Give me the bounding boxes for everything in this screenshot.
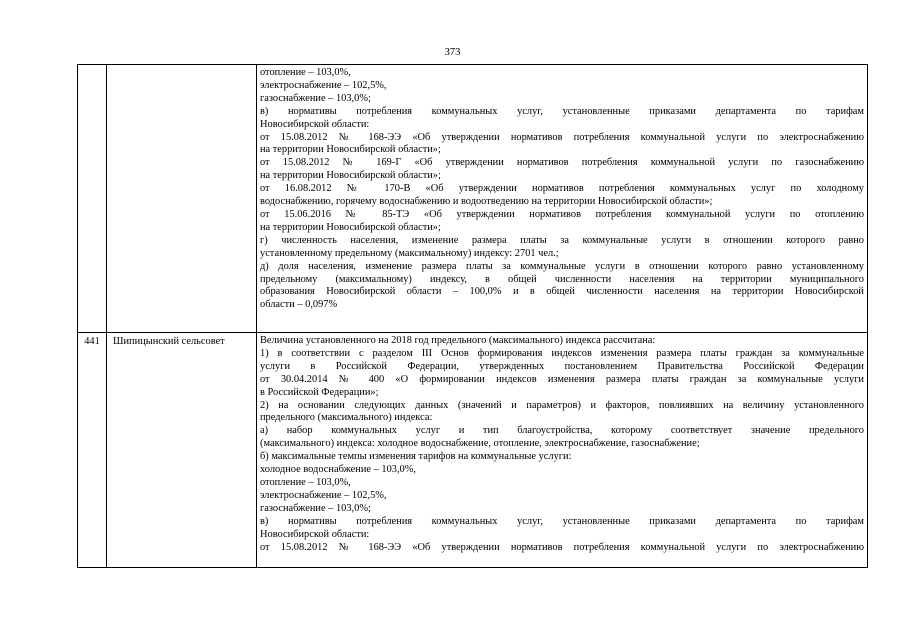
text-line: Величина установленного на 2018 год предельного (максимального) индекса рассчитана: xyxy=(260,335,656,346)
municipality-name-cell xyxy=(107,65,257,333)
text-line: Новосибирской области: xyxy=(260,118,370,130)
text-line: от 15.08.2012 № 168-ЭЭ «Об утверждении нормативов потребления коммунальной услуги по электроснабжению xyxy=(260,131,864,143)
text-line: установленному предельному (максимальному) индексу: 2701 чел.; xyxy=(260,247,559,259)
text-line: г) численность населения, изменение размера платы за коммунальные услуги в отношении которого равно xyxy=(260,234,864,246)
row-number-cell xyxy=(78,65,107,333)
text-line: образования Новосибирской области – 100,0% и в общей численности населения на территории Новосибирской xyxy=(260,286,864,298)
text-line: в) нормативы потребления коммунальных услуг, установленные приказами департамента по тарифам xyxy=(260,515,864,527)
text-line: водоснабжению, горячему водоснабжению и водоотведению на территории Новосибирской области»; xyxy=(260,196,713,208)
text-line: газоснабжение – 103,0%; xyxy=(260,92,371,104)
text-line: на территории Новосибирской области»; xyxy=(260,170,441,182)
text-line: на территории Новосибирской области»; xyxy=(260,144,441,156)
text-line: газоснабжение – 103,0%; xyxy=(260,502,371,514)
text-line: в Российской Федерации»; xyxy=(260,386,379,398)
text-line: (максимального) индекса: холодное водоснабжение, отопление, электроснабжение, газоснабжение; xyxy=(260,438,700,450)
text-line: от 15.08.2012 № 169-Г «Об утверждении нормативов потребления коммунальной услуги по газоснабжению xyxy=(260,157,864,169)
text-line: холодное водоснабжение – 103,0%, xyxy=(260,464,417,476)
text-line: д) доля населения, изменение размера платы за коммунальные услуги в отношении которого равно установленному xyxy=(260,260,864,272)
text-line: услуги в Российской Федерации, утвержденных постановлением Правительства Российской Федерации xyxy=(260,360,864,372)
table-row xyxy=(78,333,868,568)
text-line: в) нормативы потребления коммунальных услуг, установленные приказами департамента по тарифам xyxy=(260,105,864,117)
description-cell xyxy=(257,65,868,333)
text-line: от 30.04.2014 № 400 «О формировании индексов изменения размера платы граждан за коммунальные услуги xyxy=(260,373,864,385)
text-line: от 15.08.2012 № 168-ЭЭ «Об утверждении нормативов потребления коммунальной услуги по электроснабжению xyxy=(260,541,864,553)
text-line: 1) в соответствии с разделом III Основ формирования индексов изменения размера платы граждан за коммунальные xyxy=(260,347,864,359)
text-line: Новосибирской области: xyxy=(260,528,370,540)
text-line: на территории Новосибирской области»; xyxy=(260,221,441,233)
text-line: области – 0,097% xyxy=(260,299,338,311)
page-number: 373 xyxy=(444,47,461,58)
text-line: предельного (максимального) индекса: xyxy=(260,412,433,424)
text-line: отопление – 103,0%, xyxy=(260,67,351,78)
row-number-cell: 441 xyxy=(78,333,107,568)
description-cell xyxy=(257,333,868,568)
text-line: 2) на основании следующих данных (значений и параметров) и факторов, повлиявших на величину установленного xyxy=(260,399,864,411)
text-line: электроснабжение – 102,5%, xyxy=(260,489,387,501)
text-line: электроснабжение – 102,5%, xyxy=(260,79,387,91)
text-line: отопление – 103,0%, xyxy=(260,476,351,488)
municipality-name-cell: Шипицынский сельсовет xyxy=(107,333,257,568)
index-table xyxy=(77,64,868,568)
text-line: от 16.08.2012 № 170-В «Об утверждении нормативов потребления коммунальных услуг по холодному xyxy=(260,183,864,195)
table-row xyxy=(78,65,868,333)
text-line: предельному (максимальному) индексу, в общей численности населения на территории муниципального xyxy=(260,273,864,285)
text-line: б) максимальные темпы изменения тарифов на коммунальные услуги: xyxy=(260,451,572,463)
text-line: от 15.06.2016 № 85-ТЭ «Об утверждении нормативов потребления коммунальной услуги по отоплению xyxy=(260,208,864,220)
text-line: а) набор коммунальных услуг и тип благоустройства, которому соответствует значение предельного xyxy=(260,425,864,437)
